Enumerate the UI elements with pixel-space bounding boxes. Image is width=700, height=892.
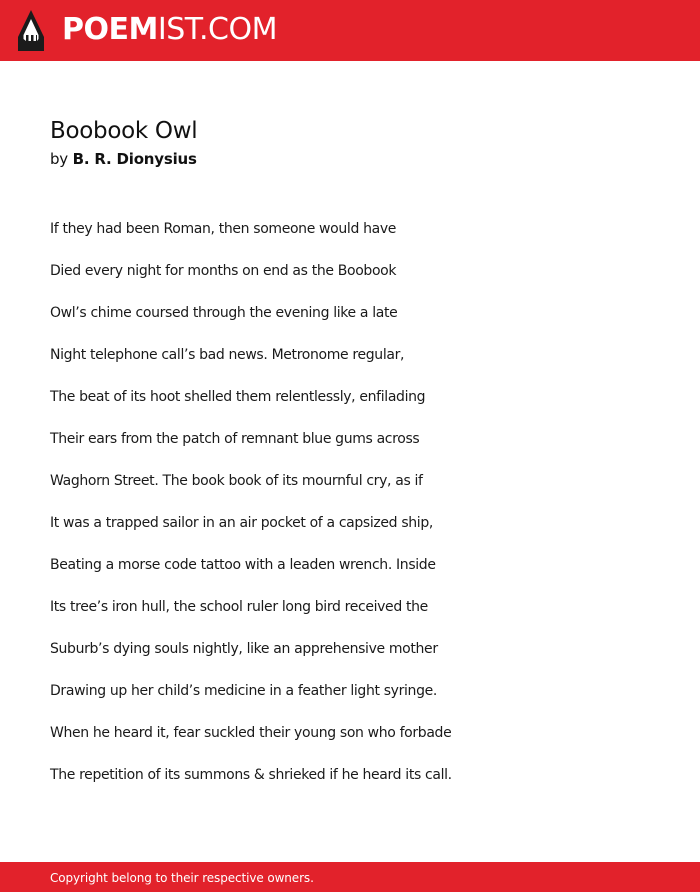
poem-line: Owl’s chime coursed through the evening like a late: [50, 305, 398, 321]
poem-line: The repetition of its summons & shrieked if he heard its call.: [50, 767, 452, 783]
poem-line: Suburb’s dying souls nightly, like an apprehensive mother: [50, 641, 438, 657]
poem-author: B. R. Dionysius: [72, 150, 197, 168]
poem-line: Its tree’s iron hull, the school ruler long bird received the: [50, 599, 428, 615]
poem-line: Drawing up her child’s medicine in a feather light syringe.: [50, 683, 437, 699]
poem-byline: [50, 149, 197, 169]
poem-line: Died every night for months on end as the Boobook: [50, 263, 397, 279]
poem-body: [50, 218, 452, 806]
byline-prefix: by: [50, 150, 68, 168]
poem-line: Night telephone call’s bad news. Metronome regular,: [50, 347, 405, 363]
site-footer: [0, 862, 700, 892]
logo-text-bold: POEM: [62, 12, 158, 47]
site-logo[interactable]: [62, 12, 277, 48]
poem-line: It was a trapped sailor in an air pocket of a capsized ship,: [50, 515, 433, 531]
poem-line: Their ears from the patch of remnant blue gums across: [50, 431, 420, 447]
poem-line: Beating a morse code tattoo with a leaden wrench. Inside: [50, 557, 436, 573]
site-header: [0, 0, 700, 61]
poem-line: Waghorn Street. The book book of its mournful cry, as if: [50, 473, 423, 489]
poem-title: Boobook Owl: [50, 118, 198, 144]
pencil-tip-icon: [18, 10, 44, 51]
logo-text-light: IST.COM: [157, 12, 277, 47]
poem-line: When he heard it, fear suckled their young son who forbade: [50, 725, 452, 741]
poem-line: If they had been Roman, then someone would have: [50, 221, 397, 237]
poem-line: The beat of its hoot shelled them relentlessly, enfilading: [50, 389, 426, 405]
copyright-notice: Copyright belong to their respective owners.: [50, 871, 314, 885]
